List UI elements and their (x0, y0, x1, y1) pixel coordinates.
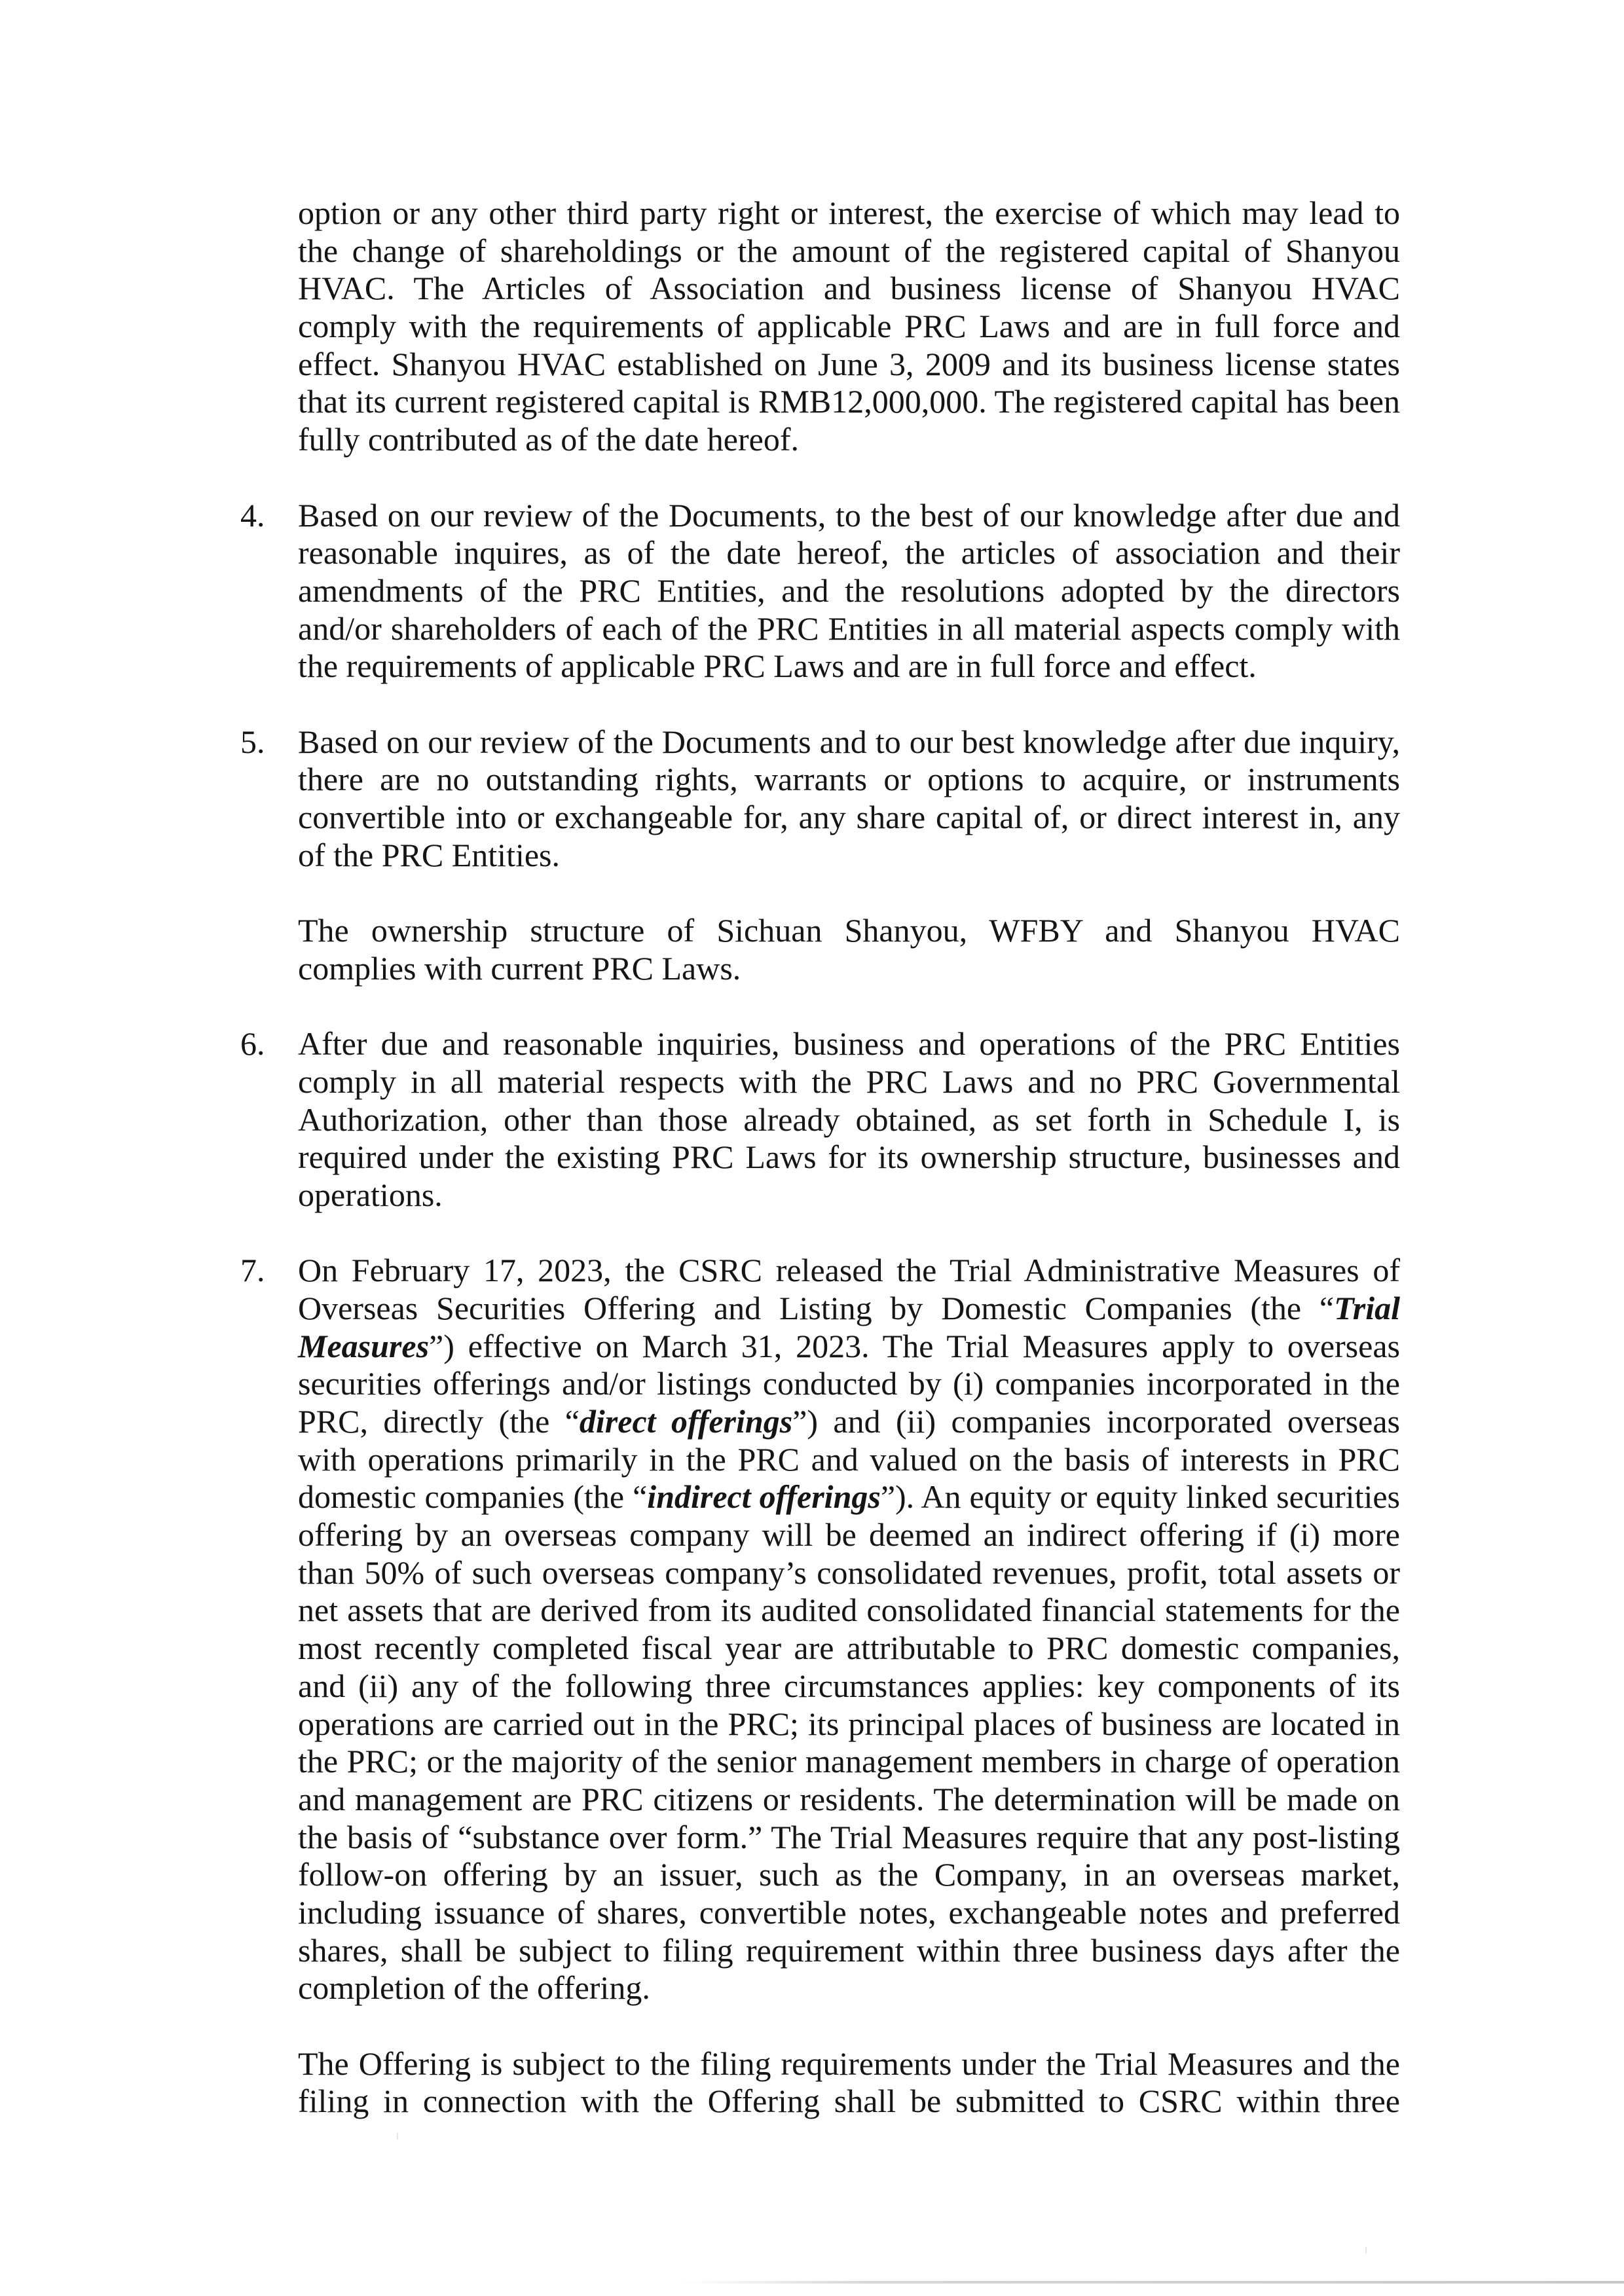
paragraph-3-continuation (298, 194, 1400, 459)
text-line: filing in connection with the Offering shall be submitted to CSRC within three (298, 2083, 1400, 2120)
text-line: with operations primarily in the PRC and valued on the basis of interests in PRC (298, 1440, 1400, 1478)
text-line: Based on our review of the Documents, to the best of our knowledge after due and (298, 496, 1400, 534)
text-line: follow-on offering by an issuer, such as the Company, in an overseas market, (298, 1856, 1400, 1893)
text-line: HVAC. The Articles of Association and business license of Shanyou HVAC (298, 270, 1400, 307)
text-line: and management are PRC citizens or residents. The determination will be made on (298, 1780, 1400, 1817)
text-line: required under the existing PRC Laws for its ownership structure, businesses and (298, 1139, 1400, 1176)
document-body (240, 194, 1400, 2121)
defined-term: Measures (298, 1327, 430, 1364)
text-line: The ownership structure of Sichuan Shanyou, WFBY and Shanyou HVAC (298, 912, 1400, 949)
text-line: shares, shall be subject to filing requirement within three business days after the (298, 1931, 1400, 1969)
paragraph-5 (240, 723, 1400, 875)
paragraph-5-ownership-structure (298, 912, 1400, 987)
defined-term: Trial (1334, 1289, 1400, 1326)
text-line: of the PRC Entities. (298, 836, 560, 873)
text-segment: ”). An equity or equity linked securities (880, 1478, 1400, 1516)
scan-speck (397, 2133, 398, 2140)
text-line: comply in all material respects with the PRC Laws and no PRC Governmental (298, 1063, 1400, 1100)
text-line: option or any other third party right or interest, the exercise of which may lead to (298, 194, 1400, 231)
paragraph-7 (240, 1252, 1400, 2007)
text-line: securities offerings and/or listings conducted by (i) companies incorporated in the (298, 1365, 1400, 1402)
text-segment: ”) and (ii) companies incorporated overseas (792, 1403, 1400, 1440)
text-line: operations. (298, 1176, 443, 1213)
text-line: fully contributed as of the date hereof. (298, 421, 799, 458)
text-line: and/or shareholders of each of the PRC Entities in all material aspects comply with (298, 610, 1400, 647)
paragraph-number: 4. (240, 496, 265, 534)
paragraph-7-offering-filing (298, 2045, 1400, 2121)
text-segment: domestic companies (the “ (298, 1478, 648, 1516)
paragraph-number: 6. (240, 1025, 265, 1063)
paragraph-number: 7. (240, 1252, 265, 1289)
text-line: amendments of the PRC Entities, and the resolutions adopted by the directors (298, 572, 1400, 609)
text-line: convertible into or exchangeable for, any share capital of, or direct interest in, any (298, 799, 1400, 835)
text-line: there are no outstanding rights, warrants or options to acquire, or instruments (298, 761, 1400, 798)
text-line: completion of the offering. (298, 1969, 650, 2007)
text-line: Authorization, other than those already obtained, as set forth in Schedule I, is (298, 1101, 1400, 1138)
scan-speck (1365, 2247, 1367, 2253)
paragraph-6 (240, 1025, 1400, 1214)
text-line: net assets that are derived from its audited consolidated financial statements for the (298, 1592, 1400, 1629)
text-line: Based on our review of the Documents and to our best knowledge after due inquiry, (298, 723, 1400, 760)
text-line: most recently completed fiscal year are attributable to PRC domestic companies, (298, 1630, 1400, 1667)
text-line: effect. Shanyou HVAC established on June 3, 2009 and its business license states (298, 345, 1400, 382)
text-line: the change of shareholdings or the amount of the registered capital of Shanyou (298, 232, 1400, 269)
text-line (298, 1403, 1400, 1441)
text-line: the basis of “substance over form.” The Trial Measures require that any post-listing (298, 1818, 1400, 1855)
paragraph-4 (240, 496, 1400, 685)
text-line: comply with the requirements of applicable PRC Laws and are in full force and (298, 308, 1400, 345)
text-line: that its current registered capital is RMB12,000,000. The registered capital has been (298, 383, 1400, 420)
text-line: complies with current PRC Laws. (298, 949, 741, 987)
text-line: and (ii) any of the following three circumstances applies: key components of its (298, 1667, 1400, 1704)
text-line: The Offering is subject to the filing requirements under the Trial Measures and the (298, 2045, 1400, 2082)
text-line: than 50% of such overseas company’s consolidated revenues, profit, total assets or (298, 1554, 1400, 1591)
text-line: including issuance of shares, convertible notes, exchangeable notes and preferred (298, 1893, 1400, 1931)
text-segment: ”) effective on March 31, 2023. The Trial Measures apply to overseas (429, 1327, 1400, 1364)
text-line: offering by an overseas company will be deemed an indirect offering if (i) more (298, 1516, 1400, 1554)
defined-term: indirect offerings (647, 1478, 881, 1516)
text-line: After due and reasonable inquiries, business and operations of the PRC Entities (298, 1025, 1400, 1063)
text-line: operations are carried out in the PRC; its principal places of business are located in (298, 1705, 1400, 1742)
text-line: reasonable inquires, as of the date hereof, the articles of association and their (298, 534, 1400, 572)
text-segment: Overseas Securities Offering and Listing by Domestic Companies (the “ (298, 1289, 1335, 1326)
text-line: On February 17, 2023, the CSRC released the Trial Administrative Measures of (298, 1252, 1400, 1289)
scan-artifact-line (681, 2281, 1624, 2284)
text-line (298, 1478, 1400, 1516)
text-line (298, 1328, 1400, 1366)
text-line: the requirements of applicable PRC Laws and are in full force and effect. (298, 647, 1257, 685)
defined-term: direct offerings (579, 1403, 793, 1440)
text-line (298, 1290, 1400, 1328)
text-line: the PRC; or the majority of the senior management members in charge of operation (298, 1743, 1400, 1780)
text-segment: PRC, directly (the “ (298, 1403, 580, 1440)
paragraph-number: 5. (240, 723, 265, 760)
